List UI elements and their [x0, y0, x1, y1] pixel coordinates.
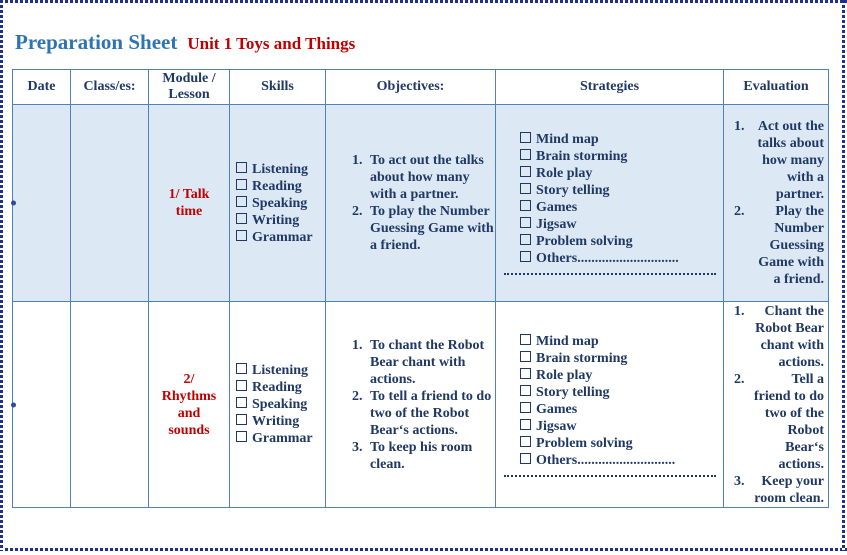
strategy-checkbox-games[interactable] — [520, 401, 723, 418]
checkbox-icon — [520, 453, 531, 464]
strategy-checkbox-mind-map[interactable] — [520, 333, 723, 350]
strategy-checkbox-mind-map[interactable] — [520, 131, 723, 148]
lesson-line: Rhythms — [161, 388, 217, 404]
header-strategies: Strategies — [496, 70, 724, 105]
checkbox-icon — [236, 213, 247, 224]
strategy-label: Story telling — [536, 183, 610, 198]
strategy-label: Others............................. — [536, 251, 679, 266]
evaluation-item: 1. Act out the talks about how many with a partner. — [748, 118, 828, 203]
strategy-label: Role play — [536, 166, 593, 181]
dotted-fill-line — [504, 475, 716, 477]
strategy-label: Brain storming — [536, 350, 628, 366]
table-row — [13, 302, 829, 508]
header-row — [13, 70, 829, 105]
objectives-cell — [326, 302, 496, 508]
lesson-line: time — [175, 204, 203, 219]
strategy-label: Brain storming — [536, 149, 628, 164]
lesson-line: sounds — [168, 422, 210, 438]
table-row — [13, 105, 829, 302]
checkbox-icon — [520, 368, 531, 379]
checkbox-icon — [236, 196, 247, 207]
strategy-label: Games — [536, 200, 578, 215]
evaluation-list — [724, 118, 828, 288]
skill-label: Reading — [252, 178, 302, 194]
objectives-list — [326, 337, 495, 473]
strategies-cell — [496, 105, 724, 302]
checkbox-icon — [520, 183, 531, 194]
checkbox-icon — [236, 431, 247, 442]
skill-checkbox-listening[interactable] — [236, 362, 325, 379]
header-evaluation: Evaluation — [724, 70, 829, 105]
checkbox-icon — [236, 162, 247, 173]
page-border-bottom — [0, 548, 847, 551]
skill-label: Writing — [252, 414, 300, 429]
skills-cell — [230, 105, 326, 302]
checkbox-icon — [520, 200, 531, 211]
strategy-checkbox-others[interactable] — [520, 250, 723, 267]
page-title — [15, 30, 355, 55]
skill-checkbox-grammar[interactable] — [236, 430, 325, 447]
skill-label: Listening — [252, 363, 309, 378]
strategy-label: Others............................ — [536, 452, 676, 468]
checkbox-icon — [520, 166, 531, 177]
evaluation-list — [724, 303, 828, 507]
objectives-list — [326, 152, 495, 254]
objective-item: 3. To keep his room clean. — [366, 439, 495, 473]
checkbox-icon — [520, 436, 531, 447]
classes-cell[interactable] — [71, 302, 149, 508]
skill-checkbox-listening[interactable] — [236, 161, 325, 178]
skill-label: Writing — [252, 212, 300, 228]
header-skills: Skills — [230, 70, 326, 105]
header-module-line2: Lesson — [168, 87, 210, 102]
dotted-fill-line — [504, 273, 716, 275]
bullet-dot — [11, 201, 16, 206]
checkbox-icon — [236, 179, 247, 190]
strategy-label: Jigsaw — [536, 217, 577, 232]
objectives-cell — [326, 105, 496, 302]
evaluation-item: 1. Chant the Robot Bear chant with actions. — [748, 303, 828, 371]
strategy-checkbox-games[interactable] — [520, 199, 723, 216]
objective-item: 1. To act out the talks about how many with a partner. — [366, 152, 495, 203]
checkbox-icon — [520, 334, 531, 345]
checkbox-icon — [236, 230, 247, 241]
checkbox-icon — [520, 217, 531, 228]
checkbox-icon — [520, 251, 531, 262]
strategy-checkbox-problem-solving[interactable] — [520, 435, 723, 452]
evaluation-item: 3. Keep your room clean. — [748, 473, 828, 507]
evaluation-item: 2. Tell a friend to do two of the Robot Bear‘s actions. — [748, 371, 828, 473]
header-module-line1: Module / — [162, 71, 216, 86]
strategy-checkbox-brain-storming[interactable] — [520, 148, 723, 165]
strategy-label: Mind map — [536, 132, 599, 147]
lesson-line: 2/ — [183, 371, 195, 387]
checkbox-icon — [520, 419, 531, 430]
lesson-cell — [149, 302, 230, 508]
lesson-cell — [149, 105, 230, 302]
lesson-line: and — [177, 405, 201, 421]
strategy-label: Mind map — [536, 333, 599, 349]
strategy-checkbox-jigsaw[interactable] — [520, 418, 723, 435]
checkbox-icon — [236, 363, 247, 374]
checkbox-icon — [520, 402, 531, 413]
skill-label: Listening — [252, 161, 309, 177]
header-objectives: Objectives: — [326, 70, 496, 105]
skill-checkbox-reading[interactable] — [236, 178, 325, 195]
page-border-right — [842, 0, 845, 551]
evaluation-item: 2. Play the Number Guessing Game with a friend. — [748, 203, 828, 288]
skill-label: Speaking — [252, 397, 308, 412]
header-classes: Class/es: — [71, 70, 149, 105]
strategy-label: Problem solving — [536, 435, 633, 451]
objective-item: 2. To play the Number Guessing Game with a friend. — [366, 203, 495, 254]
objective-item: 1. To chant the Robot Bear chant with actions. — [366, 337, 495, 388]
skill-label: Reading — [252, 380, 302, 395]
strategy-checkbox-role-play[interactable] — [520, 367, 723, 384]
strategy-checkbox-problem-solving[interactable] — [520, 233, 723, 250]
checkbox-icon — [236, 397, 247, 408]
classes-cell[interactable] — [71, 105, 149, 302]
strategy-checkbox-brain-storming[interactable] — [520, 350, 723, 367]
checkbox-icon — [236, 380, 247, 391]
skills-cell — [230, 302, 326, 508]
checkbox-icon — [520, 149, 531, 160]
strategy-label: Story telling — [536, 384, 610, 400]
page-border-top — [0, 0, 847, 3]
skill-checkbox-speaking[interactable] — [236, 195, 325, 212]
checkbox-icon — [520, 132, 531, 143]
strategy-checkbox-story-telling[interactable] — [520, 182, 723, 199]
checkbox-icon — [520, 234, 531, 245]
evaluation-cell — [724, 302, 829, 508]
lesson-line: 1/ Talk — [168, 187, 210, 202]
skill-checkbox-writing[interactable] — [236, 413, 325, 430]
title-unit: Unit 1 Toys and Things — [187, 34, 356, 53]
strategy-label: Jigsaw — [536, 418, 577, 434]
page-border-left — [0, 0, 3, 551]
skill-label: Grammar — [252, 229, 313, 245]
strategy-checkbox-jigsaw[interactable] — [520, 216, 723, 233]
strategy-checkbox-role-play[interactable] — [520, 165, 723, 182]
preparation-table — [12, 69, 829, 508]
date-cell[interactable] — [13, 105, 71, 302]
skill-checkbox-speaking[interactable] — [236, 396, 325, 413]
skill-checkbox-writing[interactable] — [236, 212, 325, 229]
strategy-label: Problem solving — [536, 234, 633, 249]
strategies-cell — [496, 302, 724, 508]
strategy-checkbox-story-telling[interactable] — [520, 384, 723, 401]
strategy-checkbox-others[interactable] — [520, 452, 723, 469]
skill-checkbox-reading[interactable] — [236, 379, 325, 396]
evaluation-cell — [724, 105, 829, 302]
skill-label: Speaking — [252, 195, 308, 211]
strategy-label: Games — [536, 401, 578, 417]
bullet-dot — [11, 402, 16, 407]
strategy-label: Role play — [536, 367, 593, 383]
header-module — [149, 70, 230, 105]
date-cell[interactable] — [13, 302, 71, 508]
skill-checkbox-grammar[interactable] — [236, 229, 325, 246]
header-date: Date — [13, 70, 71, 105]
checkbox-icon — [520, 351, 531, 362]
checkbox-icon — [520, 385, 531, 396]
title-main: Preparation Sheet — [15, 30, 178, 54]
checkbox-icon — [236, 414, 247, 425]
objective-item: 2. To tell a friend to do two of the Robot Bear‘s actions. — [366, 388, 495, 439]
skill-label: Grammar — [252, 431, 313, 446]
